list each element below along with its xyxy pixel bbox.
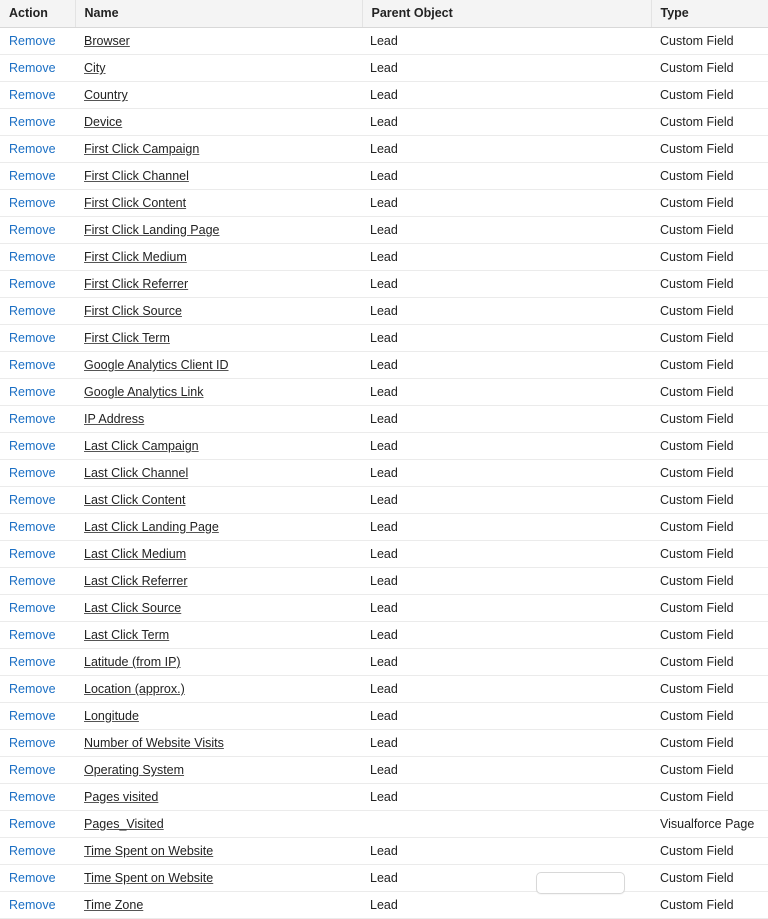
cell-action [0, 865, 75, 892]
cell-action [0, 55, 75, 82]
cell-type: Custom Field [651, 487, 768, 514]
cell-type: Custom Field [651, 595, 768, 622]
cell-type: Custom Field [651, 379, 768, 406]
remove-link[interactable]: Remove [9, 412, 56, 426]
cell-name [75, 460, 362, 487]
cell-name [75, 487, 362, 514]
cell-parent-object: Lead [362, 568, 651, 595]
remove-link[interactable]: Remove [9, 763, 56, 777]
table-row [0, 460, 768, 487]
remove-link[interactable]: Remove [9, 196, 56, 210]
table-row [0, 703, 768, 730]
remove-link[interactable]: Remove [9, 574, 56, 588]
field-name-link[interactable]: Device [84, 115, 123, 129]
cell-name [75, 676, 362, 703]
cell-parent-object: Lead [362, 730, 651, 757]
cell-parent-object: Lead [362, 55, 651, 82]
remove-link[interactable]: Remove [9, 439, 56, 453]
field-name-link[interactable]: Pages_Visited [84, 817, 164, 831]
field-name-link[interactable]: Longitude [84, 709, 139, 723]
remove-link[interactable]: Remove [9, 277, 56, 291]
cell-type: Custom Field [651, 622, 768, 649]
remove-link[interactable]: Remove [9, 709, 56, 723]
table-row [0, 28, 768, 55]
cell-action [0, 595, 75, 622]
table-row [0, 784, 768, 811]
cell-parent-object: Lead [362, 406, 651, 433]
cell-action [0, 163, 75, 190]
cell-parent-object: Lead [362, 757, 651, 784]
cell-action [0, 352, 75, 379]
remove-link[interactable]: Remove [9, 304, 56, 318]
cell-name [75, 109, 362, 136]
remove-link[interactable]: Remove [9, 223, 56, 237]
cell-action [0, 298, 75, 325]
remove-link[interactable]: Remove [9, 466, 56, 480]
remove-link[interactable]: Remove [9, 871, 56, 885]
cell-action [0, 325, 75, 352]
field-name-link[interactable]: First Click Channel [84, 169, 189, 183]
field-name-link[interactable]: Location (approx.) [84, 682, 185, 696]
remove-link[interactable]: Remove [9, 898, 56, 912]
cell-parent-object: Lead [362, 595, 651, 622]
cell-action [0, 487, 75, 514]
cell-parent-object: Lead [362, 703, 651, 730]
cell-name [75, 55, 362, 82]
cell-type: Custom Field [651, 163, 768, 190]
cell-name [75, 784, 362, 811]
cell-type: Custom Field [651, 703, 768, 730]
cell-action [0, 379, 75, 406]
cell-type: Custom Field [651, 838, 768, 865]
cell-action [0, 109, 75, 136]
remove-link[interactable]: Remove [9, 790, 56, 804]
cell-type: Custom Field [651, 865, 768, 892]
table-row [0, 676, 768, 703]
cell-action [0, 649, 75, 676]
cell-parent-object: Lead [362, 82, 651, 109]
field-name-link[interactable]: First Click Medium [84, 250, 187, 264]
field-name-link[interactable]: Time Zone [84, 898, 144, 912]
field-name-link[interactable]: First Click Content [84, 196, 187, 210]
table-row [0, 271, 768, 298]
cell-type: Custom Field [651, 784, 768, 811]
cell-type: Custom Field [651, 406, 768, 433]
cell-action [0, 568, 75, 595]
field-name-link[interactable]: Google Analytics Client ID [84, 358, 229, 372]
remove-link[interactable]: Remove [9, 655, 56, 669]
cell-parent-object: Lead [362, 541, 651, 568]
cell-parent-object: Lead [362, 352, 651, 379]
cell-type: Custom Field [651, 271, 768, 298]
cell-action [0, 703, 75, 730]
table-row [0, 568, 768, 595]
field-name-link[interactable]: Time Spent on Website [84, 844, 214, 858]
field-name-link[interactable]: Pages visited [84, 790, 159, 804]
remove-link[interactable]: Remove [9, 115, 56, 129]
remove-link[interactable]: Remove [9, 682, 56, 696]
table-row [0, 217, 768, 244]
field-name-link[interactable]: Last Click Landing Page [84, 520, 219, 534]
cell-parent-object: Lead [362, 217, 651, 244]
cell-name [75, 514, 362, 541]
field-name-link[interactable]: First Click Referrer [84, 277, 189, 291]
cell-parent-object: Lead [362, 460, 651, 487]
remove-link[interactable]: Remove [9, 358, 56, 372]
field-name-link[interactable]: Last Click Term [84, 628, 170, 642]
table-row [0, 379, 768, 406]
table-header [0, 0, 768, 28]
remove-link[interactable]: Remove [9, 88, 56, 102]
cell-action [0, 406, 75, 433]
cell-action [0, 784, 75, 811]
cell-action [0, 811, 75, 838]
remove-link[interactable]: Remove [9, 34, 56, 48]
column-header-action[interactable]: Action [0, 0, 75, 28]
cell-name [75, 649, 362, 676]
cell-type: Custom Field [651, 298, 768, 325]
cell-type: Custom Field [651, 649, 768, 676]
remove-link[interactable]: Remove [9, 331, 56, 345]
cell-type: Custom Field [651, 460, 768, 487]
table-row [0, 406, 768, 433]
field-name-link[interactable]: First Click Campaign [84, 142, 200, 156]
cell-parent-object: Lead [362, 163, 651, 190]
table-row [0, 109, 768, 136]
remove-link[interactable]: Remove [9, 547, 56, 561]
table-row [0, 541, 768, 568]
cell-parent-object: Lead [362, 298, 651, 325]
cell-action [0, 433, 75, 460]
table-row [0, 649, 768, 676]
cell-name [75, 811, 362, 838]
cell-action [0, 28, 75, 55]
cell-name [75, 325, 362, 352]
table-row [0, 622, 768, 649]
cell-parent-object: Lead [362, 109, 651, 136]
remove-link[interactable]: Remove [9, 169, 56, 183]
cell-name [75, 190, 362, 217]
cell-type: Custom Field [651, 217, 768, 244]
table-row [0, 757, 768, 784]
cell-action [0, 757, 75, 784]
field-name-link[interactable]: Browser [84, 34, 130, 48]
cell-name [75, 379, 362, 406]
cell-type: Custom Field [651, 676, 768, 703]
table-row [0, 730, 768, 757]
remove-link[interactable]: Remove [9, 736, 56, 750]
cell-type: Custom Field [651, 190, 768, 217]
cell-type: Custom Field [651, 433, 768, 460]
field-name-link[interactable]: Latitude (from IP) [84, 655, 181, 669]
field-name-link[interactable]: Last Click Channel [84, 466, 189, 480]
field-name-link[interactable]: Last Click Medium [84, 547, 187, 561]
cell-name [75, 163, 362, 190]
cell-name [75, 703, 362, 730]
cell-name [75, 433, 362, 460]
field-name-link[interactable]: Country [84, 88, 128, 102]
field-name-link[interactable]: First Click Landing Page [84, 223, 220, 237]
field-name-link[interactable]: Operating System [84, 763, 185, 777]
table-row [0, 82, 768, 109]
table-row [0, 514, 768, 541]
cell-action [0, 460, 75, 487]
remove-link[interactable]: Remove [9, 493, 56, 507]
table-row [0, 163, 768, 190]
cell-type: Custom Field [651, 109, 768, 136]
cell-type: Custom Field [651, 568, 768, 595]
table-row [0, 325, 768, 352]
cell-parent-object: Lead [362, 514, 651, 541]
cell-action [0, 82, 75, 109]
cell-name [75, 352, 362, 379]
cell-parent-object: Lead [362, 325, 651, 352]
cell-type: Custom Field [651, 244, 768, 271]
column-header-parent-object[interactable]: Parent Object [362, 0, 651, 28]
cell-action [0, 838, 75, 865]
cell-name [75, 82, 362, 109]
cell-type: Custom Field [651, 757, 768, 784]
cell-parent-object: Lead [362, 784, 651, 811]
cell-action [0, 892, 75, 919]
cell-name [75, 865, 362, 892]
cell-name [75, 136, 362, 163]
field-name-link[interactable]: IP Address [84, 412, 145, 426]
cell-type: Custom Field [651, 541, 768, 568]
table-header-row [0, 0, 768, 28]
cell-parent-object: Lead [362, 487, 651, 514]
field-name-link[interactable]: Last Click Source [84, 601, 182, 615]
cell-parent-object: Lead [362, 865, 651, 892]
table-row [0, 595, 768, 622]
cell-name [75, 622, 362, 649]
cell-parent-object: Lead [362, 244, 651, 271]
cell-name [75, 217, 362, 244]
cell-name [75, 406, 362, 433]
field-name-link[interactable]: Last Click Referrer [84, 574, 188, 588]
table-row [0, 55, 768, 82]
table-row [0, 811, 768, 838]
cell-type: Custom Field [651, 136, 768, 163]
cell-type: Custom Field [651, 514, 768, 541]
table-body [0, 28, 768, 919]
cell-parent-object: Lead [362, 190, 651, 217]
table-row [0, 190, 768, 217]
field-name-link[interactable]: City [84, 61, 106, 75]
cell-type: Custom Field [651, 55, 768, 82]
cell-action [0, 190, 75, 217]
remove-link[interactable]: Remove [9, 520, 56, 534]
cell-parent-object: Lead [362, 676, 651, 703]
remove-link[interactable]: Remove [9, 601, 56, 615]
cell-type: Custom Field [651, 82, 768, 109]
field-name-link[interactable]: First Click Term [84, 331, 170, 345]
field-name-link[interactable]: Last Click Campaign [84, 439, 199, 453]
cell-parent-object: Lead [362, 433, 651, 460]
column-header-type[interactable]: Type [651, 0, 768, 28]
cell-action [0, 730, 75, 757]
table-row [0, 487, 768, 514]
field-name-link[interactable]: Time Spent on Website [84, 871, 214, 885]
cell-name [75, 271, 362, 298]
cell-parent-object [362, 811, 651, 838]
cell-name [75, 892, 362, 919]
cell-action [0, 271, 75, 298]
cell-action [0, 136, 75, 163]
table-row [0, 352, 768, 379]
cell-parent-object: Lead [362, 379, 651, 406]
table-row [0, 838, 768, 865]
cell-action [0, 622, 75, 649]
remove-link[interactable]: Remove [9, 250, 56, 264]
field-name-link[interactable]: First Click Source [84, 304, 182, 318]
cell-name [75, 244, 362, 271]
table-row [0, 136, 768, 163]
cell-type: Visualforce Page [651, 811, 768, 838]
cell-name [75, 568, 362, 595]
cell-name [75, 595, 362, 622]
cell-parent-object: Lead [362, 136, 651, 163]
cell-name [75, 757, 362, 784]
cell-action [0, 541, 75, 568]
cell-parent-object: Lead [362, 271, 651, 298]
cell-type: Custom Field [651, 352, 768, 379]
cell-parent-object: Lead [362, 622, 651, 649]
cell-name [75, 730, 362, 757]
cell-type: Custom Field [651, 730, 768, 757]
table-row [0, 244, 768, 271]
table-row [0, 892, 768, 919]
remove-link[interactable]: Remove [9, 61, 56, 75]
table-row [0, 433, 768, 460]
cell-name [75, 298, 362, 325]
cell-action [0, 244, 75, 271]
table-row [0, 298, 768, 325]
cell-parent-object: Lead [362, 649, 651, 676]
cell-name [75, 28, 362, 55]
cell-action [0, 217, 75, 244]
remove-link[interactable]: Remove [9, 385, 56, 399]
bottom-action-button[interactable] [536, 872, 625, 894]
cell-action [0, 514, 75, 541]
remove-link[interactable]: Remove [9, 817, 56, 831]
table-row [0, 865, 768, 892]
cell-type: Custom Field [651, 892, 768, 919]
cell-type: Custom Field [651, 325, 768, 352]
remove-link[interactable]: Remove [9, 142, 56, 156]
field-name-link[interactable]: Last Click Content [84, 493, 186, 507]
cell-action [0, 676, 75, 703]
field-name-link[interactable]: Number of Website Visits [84, 736, 224, 750]
cell-name [75, 541, 362, 568]
cell-parent-object: Lead [362, 838, 651, 865]
field-name-link[interactable]: Google Analytics Link [84, 385, 204, 399]
cell-parent-object: Lead [362, 892, 651, 919]
cell-parent-object: Lead [362, 28, 651, 55]
cell-name [75, 838, 362, 865]
cell-type: Custom Field [651, 28, 768, 55]
remove-link[interactable]: Remove [9, 628, 56, 642]
column-header-name[interactable]: Name [75, 0, 362, 28]
remove-link[interactable]: Remove [9, 844, 56, 858]
